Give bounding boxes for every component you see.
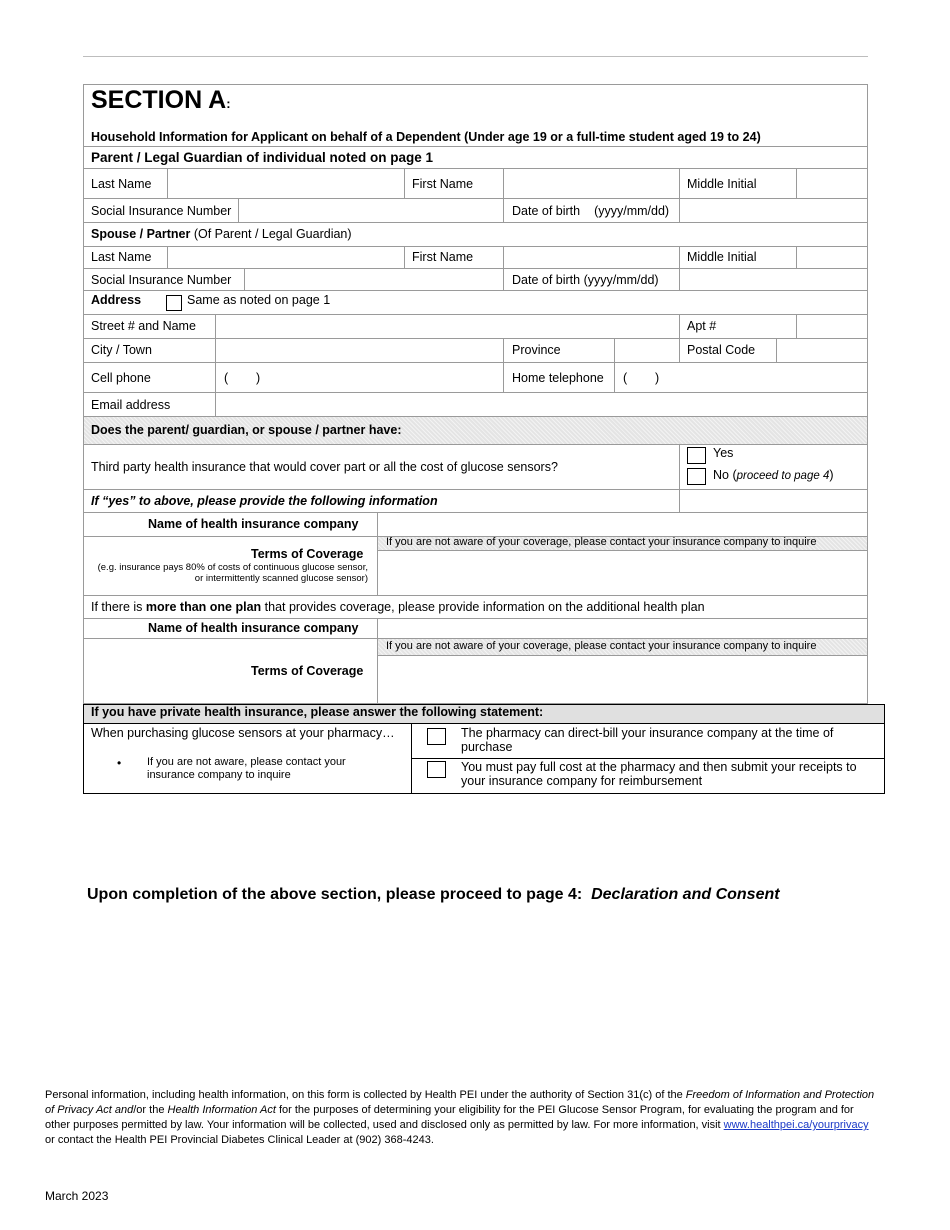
company-1-field[interactable] [378,513,867,536]
spouse-heading: Spouse / Partner (Of Parent / Legal Guardian) [91,227,352,241]
home-telephone-field[interactable]: ( ) [623,371,660,385]
home-telephone-label: Home telephone [512,371,604,385]
insurance-question-heading: Does the parent/ guardian, or spouse / partner have: [91,423,402,437]
parent-last-name-label: Last Name [91,177,152,191]
street-field[interactable] [216,315,679,338]
no-label: No (proceed to page 4) [713,468,834,482]
purchasing-text: When purchasing glucose sensors at your pharmacy… [91,726,395,740]
bullet-icon: • [117,756,122,770]
company-1-label: Name of health insurance company [148,517,359,531]
top-rule [83,56,868,57]
spouse-last-name-field[interactable] [168,247,404,268]
section-title: SECTION A: [91,86,231,114]
terms-1-field[interactable] [378,551,867,595]
parent-dob-label: Date of birth (yyyy/mm/dd) [512,204,670,218]
terms-2-field[interactable] [378,656,867,703]
spouse-first-name-label: First Name [412,250,474,264]
spouse-dob-field[interactable] [680,269,867,290]
parent-dob-field[interactable] [680,199,867,222]
spouse-middle-initial-field[interactable] [797,247,867,268]
parent-sin-field[interactable] [239,199,503,222]
bullet-text: If you are not aware, please contact your insurance company to inquire [147,756,346,781]
apt-field[interactable] [797,315,867,338]
section-subtitle: Household Information for Applicant on behalf of a Dependent (Under age 19 or a full-time student aged 19 to 24) [91,130,761,144]
parent-first-name-field[interactable] [504,169,679,198]
terms-2-label: Terms of Coverage [251,664,364,678]
parent-heading: Parent / Legal Guardian of individual noted on page 1 [91,150,434,165]
city-field[interactable] [216,339,503,362]
yes-label: Yes [713,446,734,460]
terms-1-label: Terms of Coverage [251,547,364,561]
cell-phone-field[interactable]: ( ) [224,371,261,385]
province-field[interactable] [615,339,679,362]
parent-sin-label: Social Insurance Number [91,204,232,218]
same-address-checkbox[interactable] [166,295,182,311]
company-2-label: Name of health insurance company [148,621,359,635]
email-field[interactable] [216,393,867,416]
cell-phone-label: Cell phone [91,371,151,385]
parent-last-name-field[interactable] [168,169,404,198]
direct-bill-checkbox[interactable] [427,728,446,745]
privacy-link[interactable]: www.healthpei.ca/yourprivacy [723,1119,869,1131]
pay-full-cost-checkbox[interactable] [427,761,446,778]
spouse-sin-field[interactable] [245,269,503,290]
no-checkbox[interactable] [687,468,706,485]
apt-label: Apt # [687,319,717,333]
private-heading: If you have private health insurance, please answer the following statement: [91,705,544,719]
privacy-notice: Personal information, including health information, on this form is collected by Health PEI under the authority of Section 31(c) of the Freedom of Information and Protection of Privacy Act and/or the Health Information Act for the purposes of determining your eligibility for the PEI Glucose Sensor Program, for evaluating the program and for other purposes permitted by law. Your information will be collected, used and disclosed only as permitted by law. For more information, visit www.healthpei.ca/yourprivacy or contact the Health PEI Provincial Diabetes Clinical Leader at (902) 368-4243. [45,1089,875,1146]
province-label: Province [512,343,561,357]
parent-middle-initial-field[interactable] [797,169,867,198]
if-yes-heading: If “yes” to above, please provide the following information [91,494,438,508]
spouse-sin-label: Social Insurance Number [91,273,232,287]
street-label: Street # and Name [91,319,196,333]
spouse-dob-label: Date of birth (yyyy/mm/dd) [512,273,659,287]
terms-example: (e.g. insurance pays 80% of costs of continuous glucose sensor, or intermittently scanned glucose sensor) [97,562,368,584]
yes-checkbox[interactable] [687,447,706,464]
parent-middle-initial-label: Middle Initial [687,177,757,191]
spouse-first-name-field[interactable] [504,247,679,268]
parent-first-name-label: First Name [412,177,474,191]
address-label: Address [91,293,142,307]
email-label: Email address [91,398,171,412]
spouse-middle-initial-label: Middle Initial [687,250,757,264]
not-aware-note-1: If you are not aware of your coverage, please contact your insurance company to inquire [386,536,817,548]
same-address-label: Same as noted on page 1 [187,293,331,307]
completion-instruction: Upon completion of the above section, please proceed to page 4: Declaration and Consent [87,886,780,903]
spouse-last-name-label: Last Name [91,250,152,264]
not-aware-note-2: If you are not aware of your coverage, please contact your insurance company to inquire [386,640,817,652]
footer-date: March 2023 [45,1189,109,1203]
postal-code-field[interactable] [777,339,867,362]
more-plan-text: If there is more than one plan that provides coverage, please provide information on the additional health plan [91,600,705,614]
insurance-question: Third party health insurance that would cover part or all the cost of glucose sensors? [91,460,558,474]
postal-code-label: Postal Code [687,343,756,357]
company-2-field[interactable] [378,619,867,638]
direct-bill-option: The pharmacy can direct-bill your insurance company at the time of purchase [461,726,834,754]
city-label: City / Town [91,343,152,357]
pay-full-cost-option: You must pay full cost at the pharmacy and then submit your receipts to your insurance company for reimbursement [461,760,857,788]
